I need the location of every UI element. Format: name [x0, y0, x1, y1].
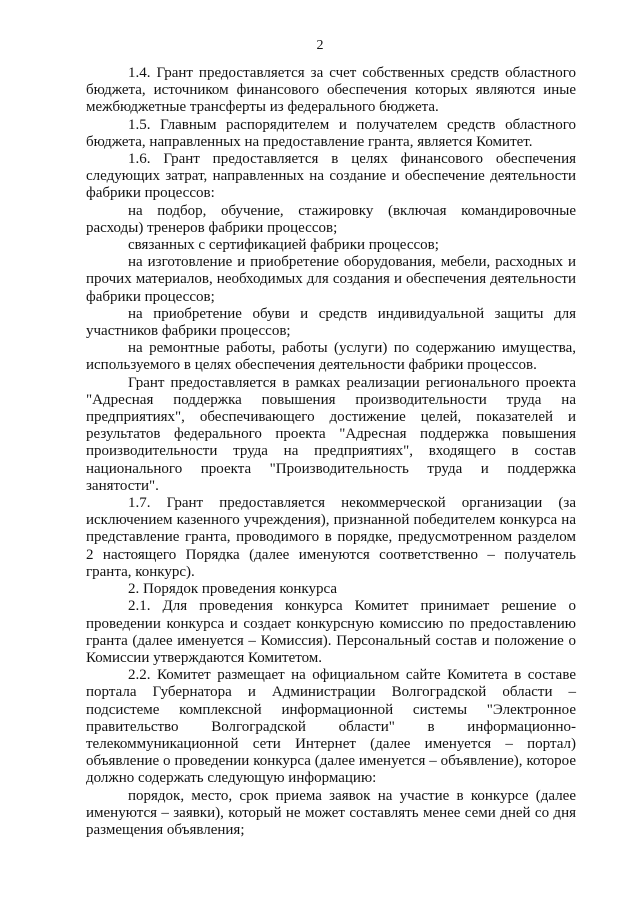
expense-item-4: на приобретение обуви и средств индивидуальной защиты для участников фабрики процессов; [86, 305, 576, 340]
paragraph-2-2: 2.2. Комитет размещает на официальном сайте Комитета в составе портала Губернатора и Администрации Волгоградской области – подсистеме комплексной информационной системы "Электронное правительство Волгоградской области" в информационно-телекоммуникационной сети Интернет (далее именуется – портал) объявление о проведении конкурса (далее именуется – объявление), которое должно содержать следующую информацию: [86, 667, 576, 787]
paragraph-grant-project: Грант предоставляется в рамках реализации регионального проекта "Адресная поддержка повышения производительности труда на предприятиях", обеспечивающего достижение целей, показателей и результатов федерального проекта "Адресная поддержка повышения производительности труда на предприятиях", входящего в состав национального проекта "Производительность труда и поддержка занятости". [86, 374, 576, 494]
expense-item-1: на подбор, обучение, стажировку (включая командировочные расходы) тренеров фабрики процессов; [86, 202, 576, 236]
paragraph-1-4: 1.4. Грант предоставляется за счет собственных средств областного бюджета, источником финансового обеспечения которых являются иные межбюджетные трансферты из федерального бюджета. [86, 65, 576, 116]
paragraph-order-deadline: порядок, место, срок приема заявок на участие в конкурсе (далее именуются – заявки), который не может составлять менее семи дней со дня размещения объявления; [86, 787, 576, 838]
section-2-heading: 2. Порядок проведения конкурса [128, 581, 338, 598]
document-body [86, 65, 576, 839]
expense-item-3: на изготовление и приобретение оборудования, мебели, расходных и прочих материалов, необходимых для создания и обеспечения деятельности фабрики процессов; [86, 254, 576, 305]
paragraph-1-5: 1.5. Главным распорядителем и получателем средств областного бюджета, направленных на предоставление гранта, является Комитет. [86, 116, 576, 150]
expense-item-5: на ремонтные работы, работы (услуги) по содержанию имущества, используемого в целях обеспечения деятельности фабрики процессов. [86, 340, 576, 374]
paragraph-1-7: 1.7. Грант предоставляется некоммерческой организации (за исключением казенного учреждения), признанной победителем конкурса на представление гранта, проводимого в порядке, предусмотренном разделом 2 настоящего Порядка (далее именуются соответственно – получатель гранта, конкурс). [86, 495, 576, 580]
paragraph-1-6: 1.6. Грант предоставляется в целях финансового обеспечения следующих затрат, направленных на создание и обеспечение деятельности фабрики процессов: [86, 151, 576, 202]
paragraph-2-1: 2.1. Для проведения конкурса Комитет принимает решение о проведении конкурса и создает конкурсную комиссию по предоставлению гранта (далее именуется – Комиссия). Персональный состав и положение о Комиссии утверждаются Комитетом. [86, 598, 576, 666]
expense-item-2: связанных с сертификацией фабрики процессов; [128, 237, 439, 254]
page-number: 2 [316, 38, 324, 53]
